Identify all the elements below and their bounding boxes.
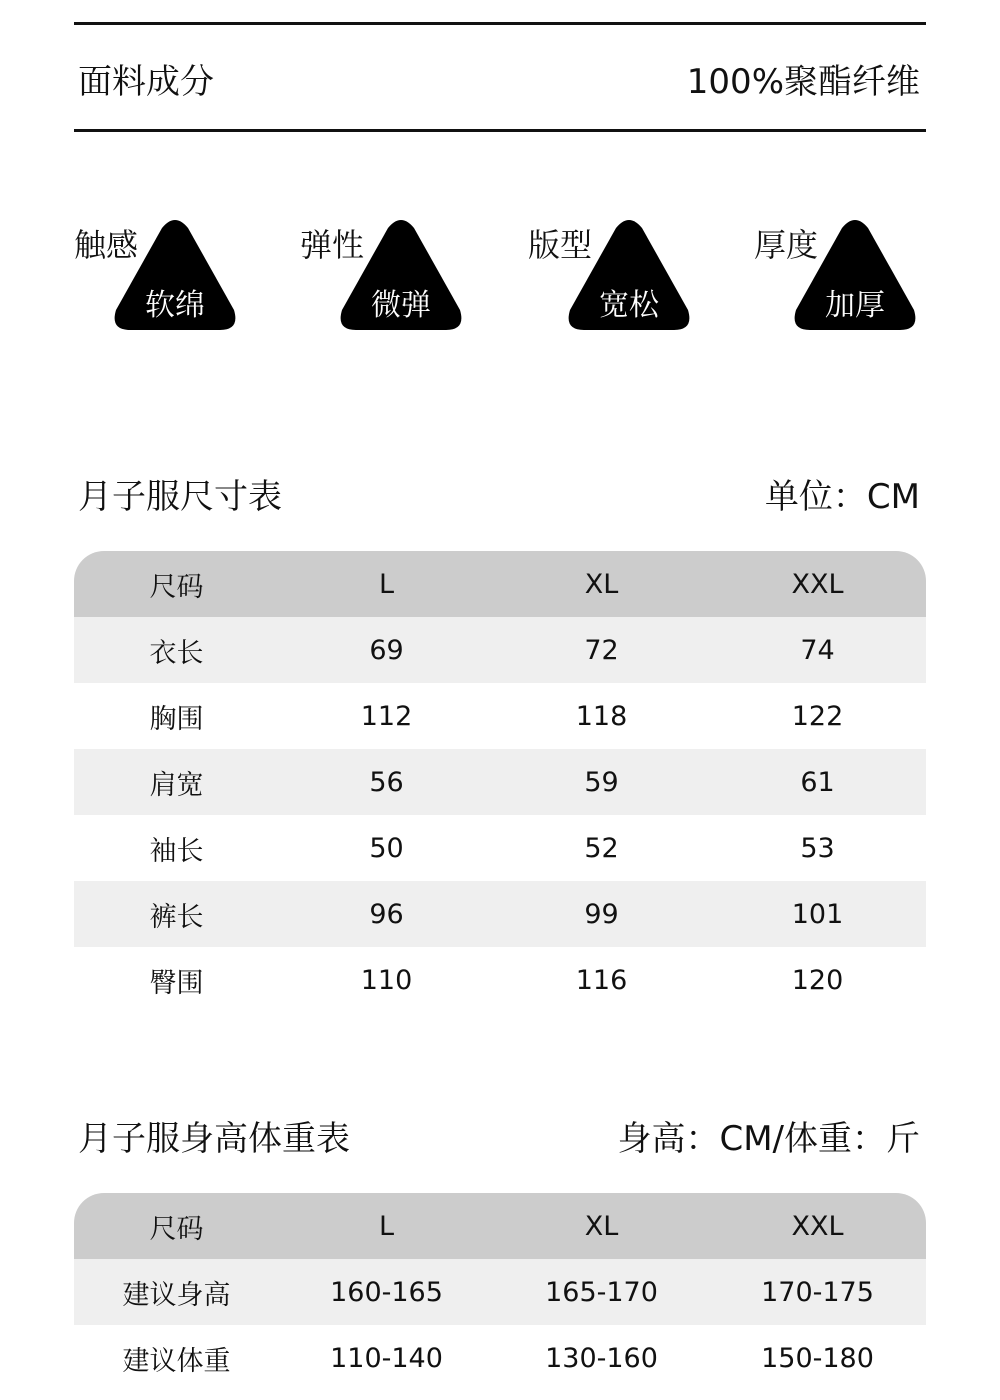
header-cell: XXL	[791, 568, 844, 600]
table-cell: 101	[791, 898, 844, 930]
table-cell: 150-180	[761, 1342, 874, 1374]
table-cell: 74	[800, 634, 835, 666]
table-cell: 120	[791, 964, 844, 996]
table-row	[74, 749, 926, 815]
table-row	[74, 815, 926, 881]
header-cell: XXL	[791, 1210, 844, 1242]
row-label: 裤长	[149, 901, 204, 933]
table-row	[74, 617, 926, 683]
table-cell: 130-160	[545, 1342, 658, 1374]
table-row	[74, 1325, 926, 1391]
header-cell: XL	[584, 568, 619, 600]
table-cell: 160-165	[330, 1276, 443, 1308]
table-cell: 53	[800, 832, 835, 864]
attribute-value: 加厚	[825, 288, 885, 323]
table-cell: 99	[584, 898, 619, 930]
table-cell: 59	[584, 766, 619, 798]
table-header-row	[74, 1193, 926, 1259]
size-table	[74, 551, 926, 1013]
row-label: 建议体重	[122, 1345, 231, 1377]
attribute-touch	[74, 218, 304, 338]
size-table-unit: 单位：CM	[764, 476, 920, 517]
table-header-row	[74, 551, 926, 617]
header-cell: 尺码	[149, 571, 204, 603]
attribute-thickness	[754, 218, 984, 338]
table-cell: 61	[800, 766, 835, 798]
table-cell: 50	[369, 832, 404, 864]
row-label: 肩宽	[149, 769, 204, 801]
attribute-value: 微弹	[371, 288, 431, 323]
header-cell: L	[378, 1210, 395, 1242]
table-cell: 110	[360, 964, 413, 996]
table-row	[74, 683, 926, 749]
attribute-fit	[528, 218, 758, 338]
table-cell: 112	[360, 700, 413, 732]
header-cell: L	[378, 568, 395, 600]
table-cell: 96	[369, 898, 404, 930]
row-label: 胸围	[149, 703, 204, 735]
table-row	[74, 881, 926, 947]
row-label: 建议身高	[122, 1279, 231, 1311]
table-cell: 122	[791, 700, 844, 732]
table-cell: 118	[575, 700, 628, 732]
table-cell: 116	[575, 964, 628, 996]
size-table-title: 月子服尺寸表	[78, 476, 282, 517]
fabric-composition-row	[78, 52, 920, 104]
fit-table-heading	[78, 1110, 920, 1160]
table-cell: 170-175	[761, 1276, 874, 1308]
table-cell: 52	[584, 832, 619, 864]
row-label: 衣长	[149, 637, 204, 669]
table-cell: 110-140	[330, 1342, 443, 1374]
table-cell: 72	[584, 634, 619, 666]
top-divider	[74, 22, 926, 25]
fit-table-title: 月子服身高体重表	[78, 1118, 350, 1159]
attribute-label: 弹性	[300, 226, 365, 264]
fabric-label: 面料成分	[78, 61, 214, 102]
header-cell: 尺码	[149, 1213, 204, 1245]
attribute-value: 软绵	[145, 288, 205, 323]
fabric-divider	[74, 129, 926, 132]
table-row	[74, 1259, 926, 1325]
header-cell: XL	[584, 1210, 619, 1242]
row-label: 袖长	[149, 835, 204, 867]
row-label: 臀围	[149, 967, 204, 999]
attribute-label: 触感	[74, 226, 139, 264]
attribute-label: 版型	[528, 226, 593, 264]
fit-table	[74, 1193, 926, 1391]
table-row	[74, 947, 926, 1013]
fit-table-unit: 身高：CM/体重：斤	[617, 1118, 920, 1159]
table-cell: 69	[369, 634, 404, 666]
attribute-value: 宽松	[599, 288, 659, 323]
size-table-heading	[78, 468, 920, 518]
attribute-elasticity	[300, 218, 530, 338]
table-cell: 165-170	[545, 1276, 658, 1308]
attribute-label: 厚度	[754, 226, 819, 264]
table-cell: 56	[369, 766, 404, 798]
fabric-value: 100%聚酯纤维	[686, 61, 920, 102]
